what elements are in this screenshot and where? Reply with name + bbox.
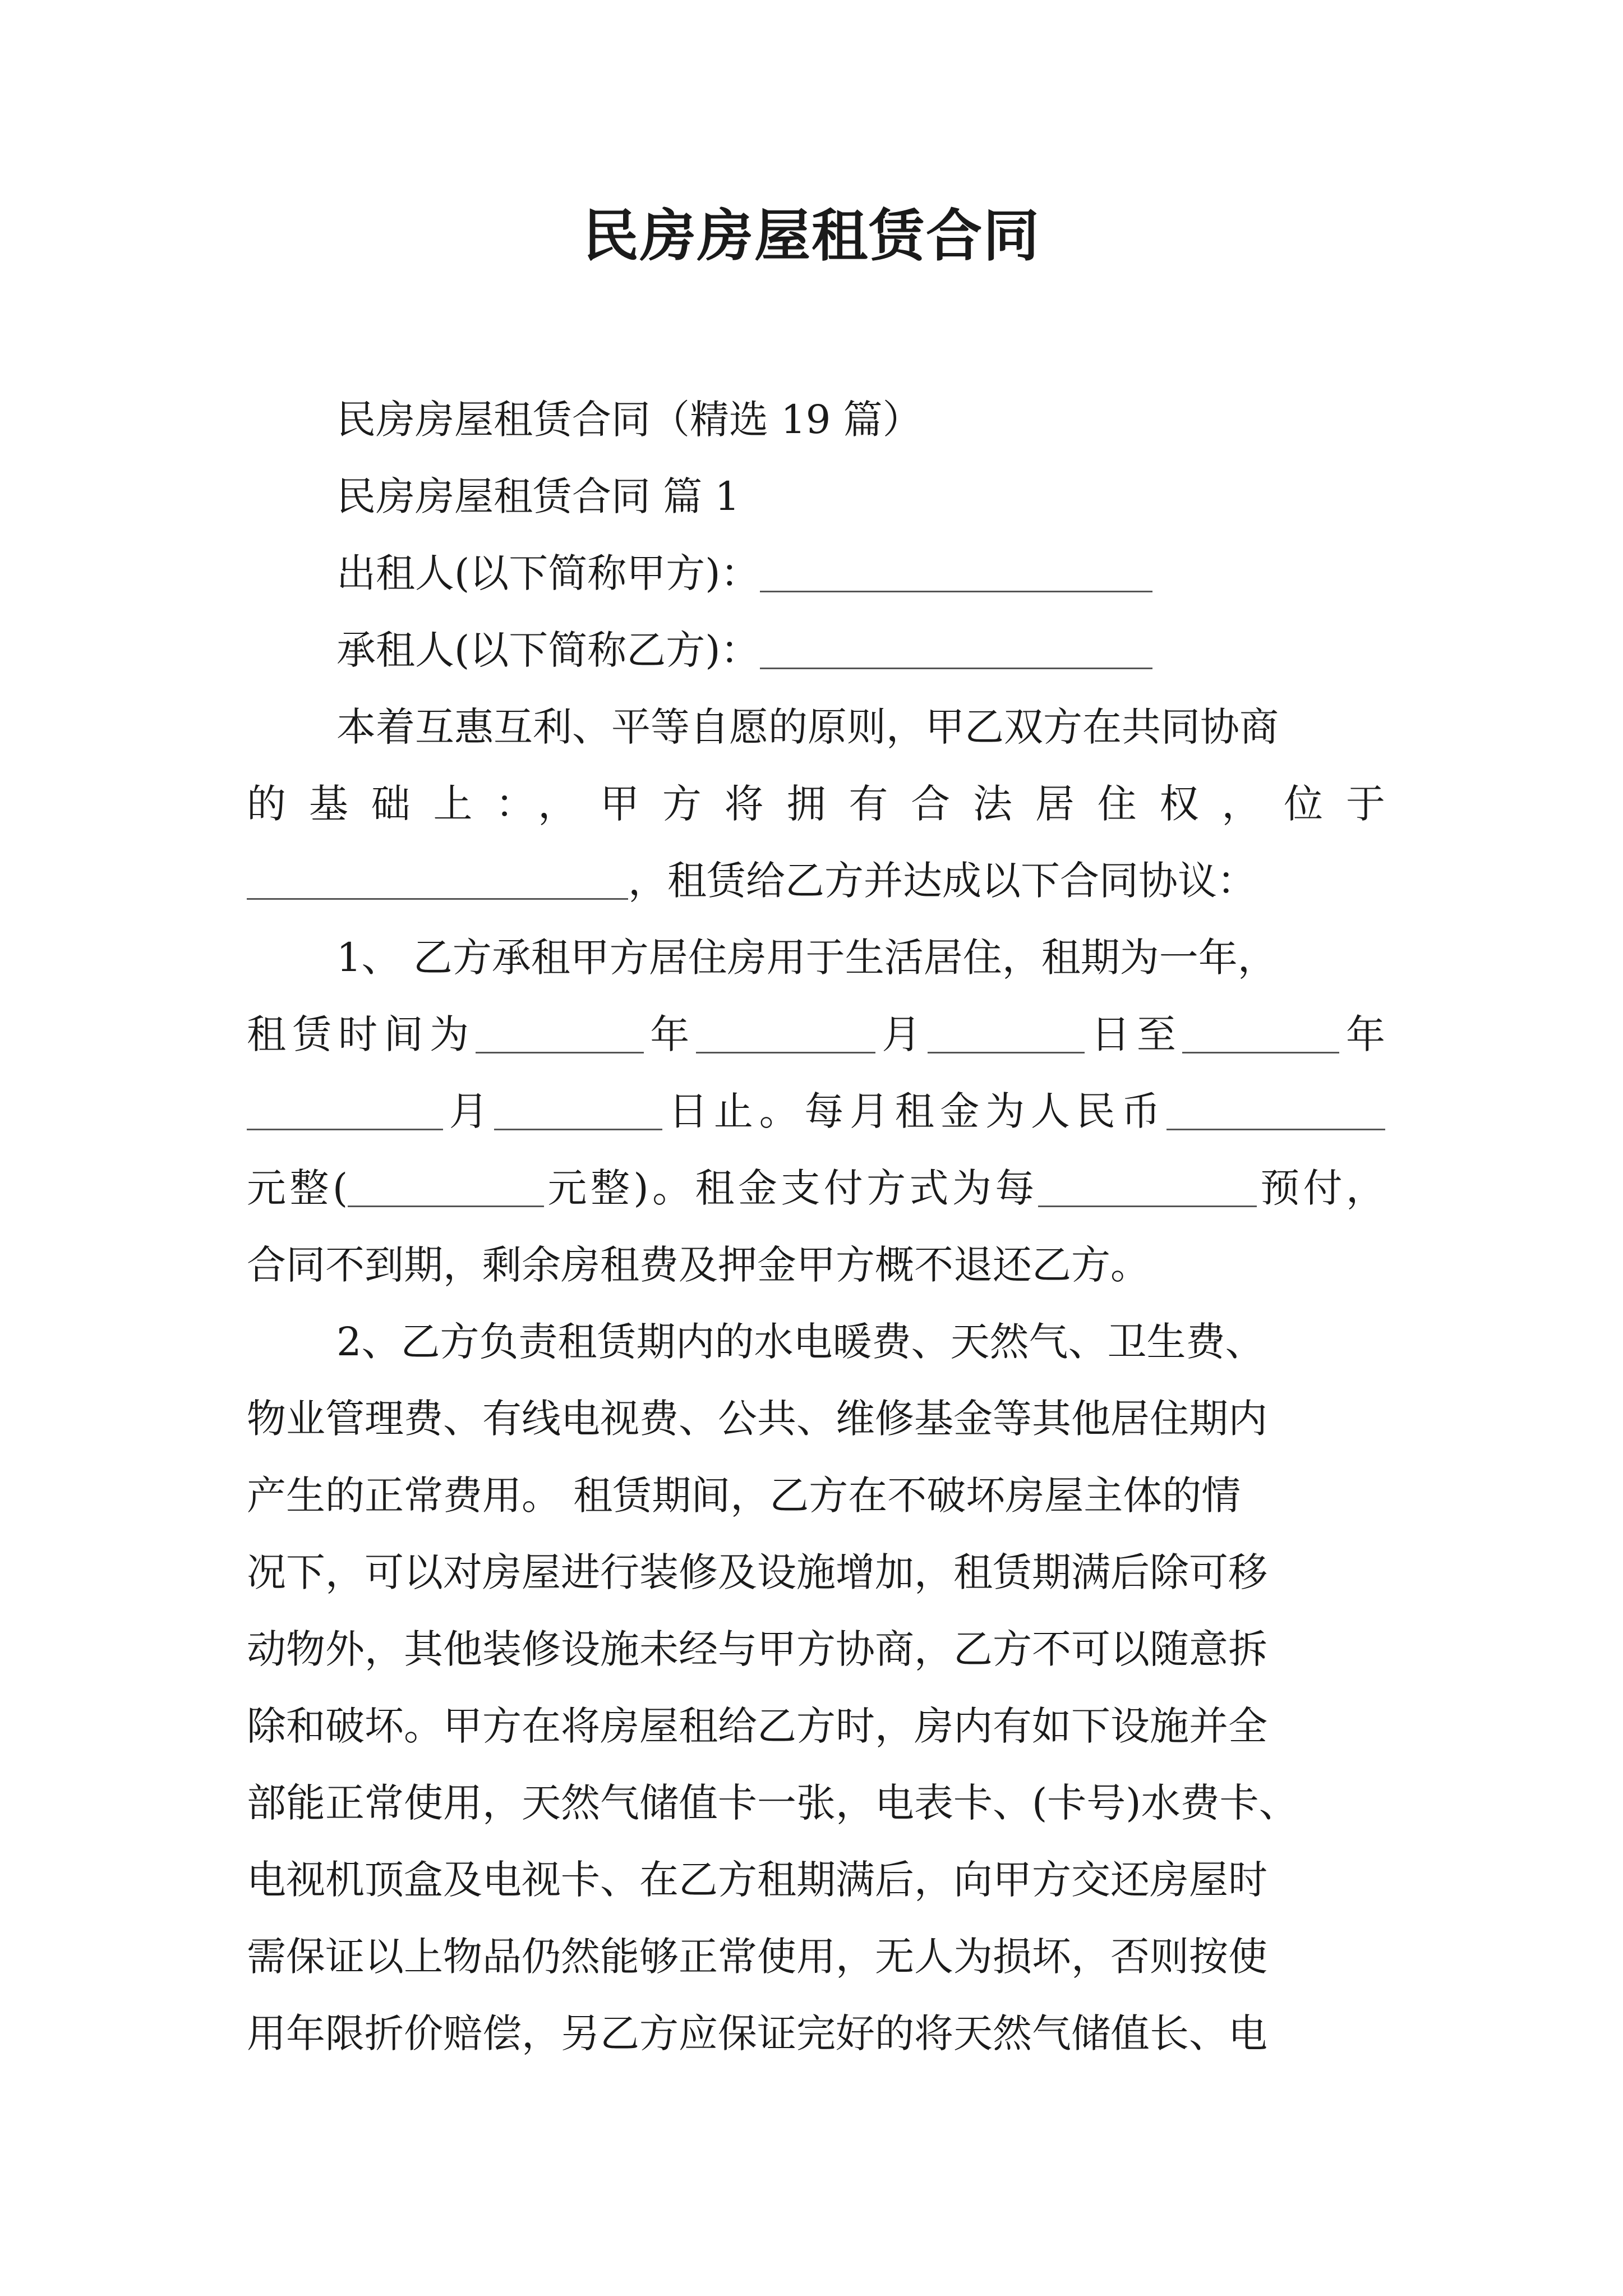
intro-line-2: 的基础上：，甲方将拥有合法居住权，位于 (247, 781, 1385, 827)
yuan-label: 元整( (247, 1165, 348, 1211)
intro-line-3 (247, 843, 1385, 919)
clause2-line-10: 用年限折价赔偿，另乙方应保证完好的将天然气储值长、电 (247, 2010, 1267, 2056)
start-month-blank (696, 1013, 875, 1053)
end-day-blank (494, 1089, 662, 1130)
lessor-blank (760, 551, 1152, 592)
clause2-line-3: 产生的正常费用。 租赁期间，乙方在不破坏房屋主体的情 (247, 1473, 1241, 1519)
subtitle: 民房房屋租赁合同（精选 19 篇） (336, 397, 922, 443)
clause2-line-1: 2、乙方负责租赁期内的水电暖费、天然气、卫生费、 (336, 1319, 1265, 1365)
clause2-line-6: 除和破坏。甲方在将房屋租给乙方时，房内有如下设施并全 (247, 1703, 1267, 1749)
start-day-blank (928, 1013, 1085, 1053)
month-label: 月 (875, 1011, 928, 1057)
lessor-label: 出租人(以下简称甲方)： (336, 550, 760, 596)
clause1-line-5: 合同不到期，剩余房租费及押金甲方概不退还乙方。 (247, 1242, 1150, 1288)
end-year-label: 年 (1339, 1011, 1385, 1057)
start-year-blank (476, 1013, 644, 1053)
end-month-blank (247, 1089, 443, 1130)
intro-line-3-text: ，租赁给乙方并达成以下合同协议： (628, 858, 1256, 904)
section-heading: 民房房屋租赁合同 篇 1 (336, 473, 740, 519)
lessee-label: 承租人(以下简称乙方)： (336, 627, 760, 673)
payment-period-blank (1038, 1166, 1257, 1207)
clause1-line-1: 1、 乙方承租甲方居住房用于生活居住，租期为一年， (336, 935, 1277, 981)
document-body (247, 381, 1385, 2072)
location-blank (247, 859, 628, 900)
end-month-label: 月 (443, 1088, 495, 1134)
year-label: 年 (643, 1011, 696, 1057)
payment-method-label: 元整)。租金支付方式为每 (544, 1165, 1038, 1211)
day-to-label: 日至 (1084, 1011, 1183, 1057)
clause2-line-4: 况下，可以对房屋进行装修及设施增加，租赁期满后除可移 (247, 1549, 1267, 1595)
lessor-line (247, 535, 1385, 612)
rent-label: 日止。每月租金为人民币 (662, 1088, 1167, 1134)
clause1-line-2 (247, 996, 1385, 1073)
clause1-line-4 (247, 1150, 1385, 1227)
clause2-line-9: 需保证以上物品仍然能够正常使用，无人为损坏，否则按使 (247, 1934, 1267, 1980)
intro-line-1: 本着互惠互利、平等自愿的原则，甲乙双方在共同协商 (336, 704, 1279, 750)
clause1-line-3 (247, 1073, 1385, 1150)
end-year-blank (1182, 1013, 1339, 1053)
lessee-line (247, 612, 1385, 689)
clause2-line-7: 部能正常使用，天然气储值卡一张，电表卡、(卡号)水费卡、 (247, 1780, 1298, 1826)
document-title: 民房房屋租赁合同 (583, 203, 1040, 269)
rent-uppercase-blank (348, 1166, 544, 1207)
clause2-line-5: 动物外，其他装修设施未经与甲方协商，乙方不可以随意拆 (247, 1626, 1267, 1672)
clause2-line-8: 电视机顶盒及电视卡、在乙方租期满后，向甲方交还房屋时 (247, 1857, 1267, 1903)
lessee-blank (760, 628, 1152, 669)
lease-period-label: 租赁时间为 (247, 1011, 476, 1057)
rent-amount-blank (1166, 1089, 1385, 1130)
prepay-label: 预付， (1256, 1165, 1385, 1211)
clause2-line-2: 物业管理费、有线电视费、公共、维修基金等其他居住期内 (247, 1396, 1267, 1442)
